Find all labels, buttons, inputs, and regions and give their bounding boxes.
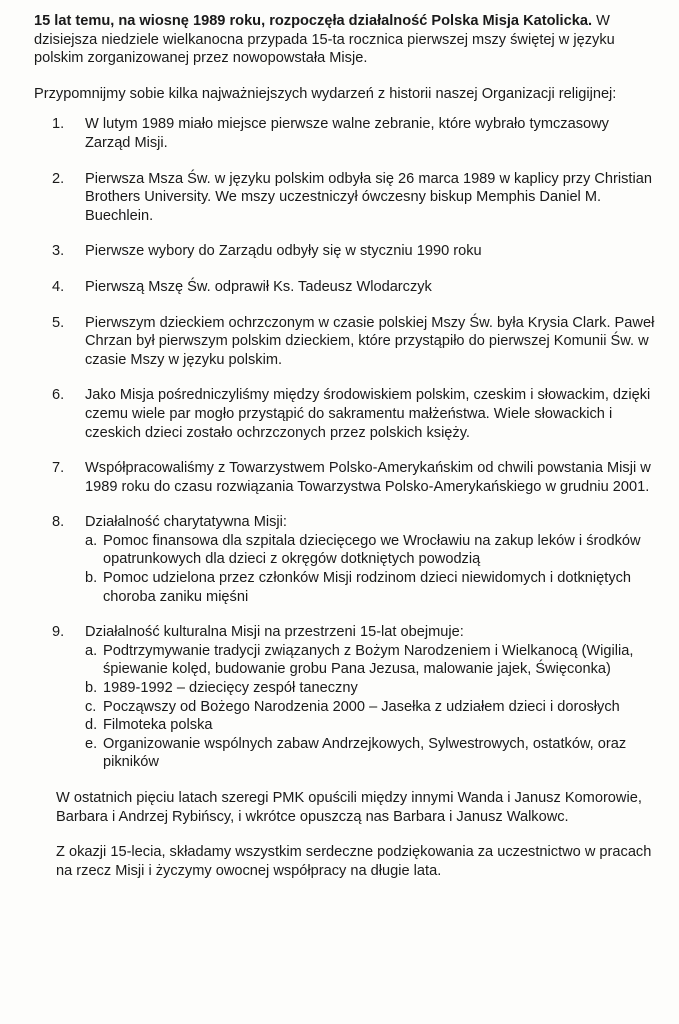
event-item	[34, 242, 657, 261]
event-item	[34, 386, 657, 442]
event-text: Pierwsza Msza Św. w języku polskim odbyła się 26 marca 1989 w kaplicy przy Christian Brothers University. We mszy uczestniczył ówczesny biskup Memphis Daniel M. Buechlein.	[85, 170, 652, 224]
event-item-culture	[34, 623, 657, 772]
closing-paragraph-departures: W ostatnich pięciu latach szeregi PMK opuścili między innymi Wanda i Janusz Komorowie, Barbara i Andrzej Rybińscy, i wkrótce opuszczą nas Barbara i Janusz Walkowc.	[56, 790, 642, 825]
sub-item	[85, 735, 657, 772]
sub-text: Organizowanie wspólnych zabaw Andrzejkowych, Sylwestrowych, ostatków, oraz pikników	[103, 735, 627, 771]
event-number: 6.	[52, 387, 65, 404]
sub-text: Podtrzymywanie tradycji związanych z Bożym Narodzeniem i Wielkanocą (Wigilia, śpiewanie kolęd, budowanie grobu Pana Jezusa, malowanie jajek, Święconka)	[103, 642, 634, 678]
event-number: 7.	[52, 460, 65, 477]
event-item	[34, 314, 657, 370]
event-item	[34, 459, 657, 496]
event-item	[34, 115, 657, 152]
event-text: W lutym 1989 miało miejsce pierwsze walne zebranie, które wybrało tymczasowy Zarząd Misji.	[85, 116, 609, 151]
event-number: 8.	[52, 514, 65, 531]
sub-letter: e.	[85, 735, 98, 752]
sub-letter: a.	[85, 642, 98, 659]
sub-item	[85, 679, 657, 698]
event-text: Jako Misja pośredniczyliśmy między środowiskiem polskim, czeskim i słowackim, dzięki czemu wiele par mogło przystąpić do sakramentu małżeństwa. Wiele słowackich i czeskich dzieci zostało ochrzczonych przez polskich księży.	[85, 387, 651, 441]
sub-letter: c.	[85, 698, 97, 715]
sub-item	[85, 698, 657, 717]
event-text: Pierwsze wybory do Zarządu odbyły się w styczniu 1990 roku	[85, 243, 482, 260]
event-title: Działalność kulturalna Misji na przestrzeni 15-lat obejmuje:	[85, 624, 464, 641]
culture-sublist	[85, 642, 657, 772]
event-number: 9.	[52, 624, 65, 641]
sub-text: Pomoc udzielona przez członków Misji rodzinom dzieci niewidomych i dotkniętych choroba zaniku mięśni	[103, 570, 632, 605]
closing-paragraph-thanks: Z okazji 15-lecia, składamy wszystkim serdeczne podziękowania za uczestnictwo w pracach na rzecz Misji i życzymy owocnej współpracy na długie lata.	[56, 844, 652, 879]
event-item	[34, 278, 657, 297]
charity-sublist	[85, 532, 657, 606]
lead-paragraph: Przypomnijmy sobie kilka najważniejszych wydarzeń z historii naszej Organizacji religijnej:	[34, 85, 617, 102]
events-list	[34, 115, 657, 772]
sub-letter: b.	[85, 570, 98, 587]
event-number: 2.	[52, 170, 65, 187]
event-number: 3.	[52, 243, 65, 260]
intro-text: W dzisiejsza niedziele wielkanocna przypada 15-ta rocznica pierwszej mszy świętej w języku polskim zorganizowanej przez nowopowstała Misje.	[34, 13, 615, 67]
sub-letter: d.	[85, 717, 98, 734]
sub-text: Począwszy od Bożego Narodzenia 2000 – Jasełka z udziałem dzieci i dorosłych	[103, 698, 620, 715]
event-number: 4.	[52, 278, 65, 295]
sub-text: 1989-1992 – dziecięcy zespół taneczny	[103, 680, 358, 697]
event-text: Współpracowaliśmy z Towarzystwem Polsko-Amerykańskim od chwili powstania Misji w 1989 roku do czasu rozwiązania Towarzystwa Polsko-Amerykańskiego w grudniu 2001.	[85, 460, 651, 495]
sub-item	[85, 642, 657, 679]
event-item	[34, 170, 657, 226]
event-text: Pierwszym dzieckiem ochrzczonym w czasie polskiej Mszy Św. była Krysia Clark. Paweł Chrzan był pierwszym polskim dzieckiem, które przystąpiło do pierwszej Komunii Św. w czasie Mszy w języku polskim.	[85, 314, 655, 368]
event-item-charity	[34, 513, 657, 606]
event-title: Działalność charytatywna Misji:	[85, 514, 287, 531]
sub-letter: b.	[85, 680, 98, 697]
sub-text: Filmoteka polska	[103, 717, 213, 734]
event-number: 1.	[52, 116, 65, 133]
sub-text: Pomoc finansowa dla szpitala dziecięcego we Wrocławiu na zakup leków i środków opatrunkowych dla dzieci z okręgów dotkniętych powodzią	[103, 532, 641, 568]
event-text: Pierwszą Mszę Św. odprawił Ks. Tadeusz Wlodarczyk	[85, 278, 432, 295]
sub-item	[85, 532, 657, 569]
sub-item	[85, 716, 657, 735]
intro-paragraph	[34, 12, 657, 68]
sub-item	[85, 569, 657, 606]
event-number: 5.	[52, 314, 65, 331]
sub-letter: a.	[85, 532, 98, 549]
intro-heading: 15 lat temu, na wiosnę 1989 roku, rozpoczęła działalność Polska Misja Katolicka.	[34, 13, 593, 29]
